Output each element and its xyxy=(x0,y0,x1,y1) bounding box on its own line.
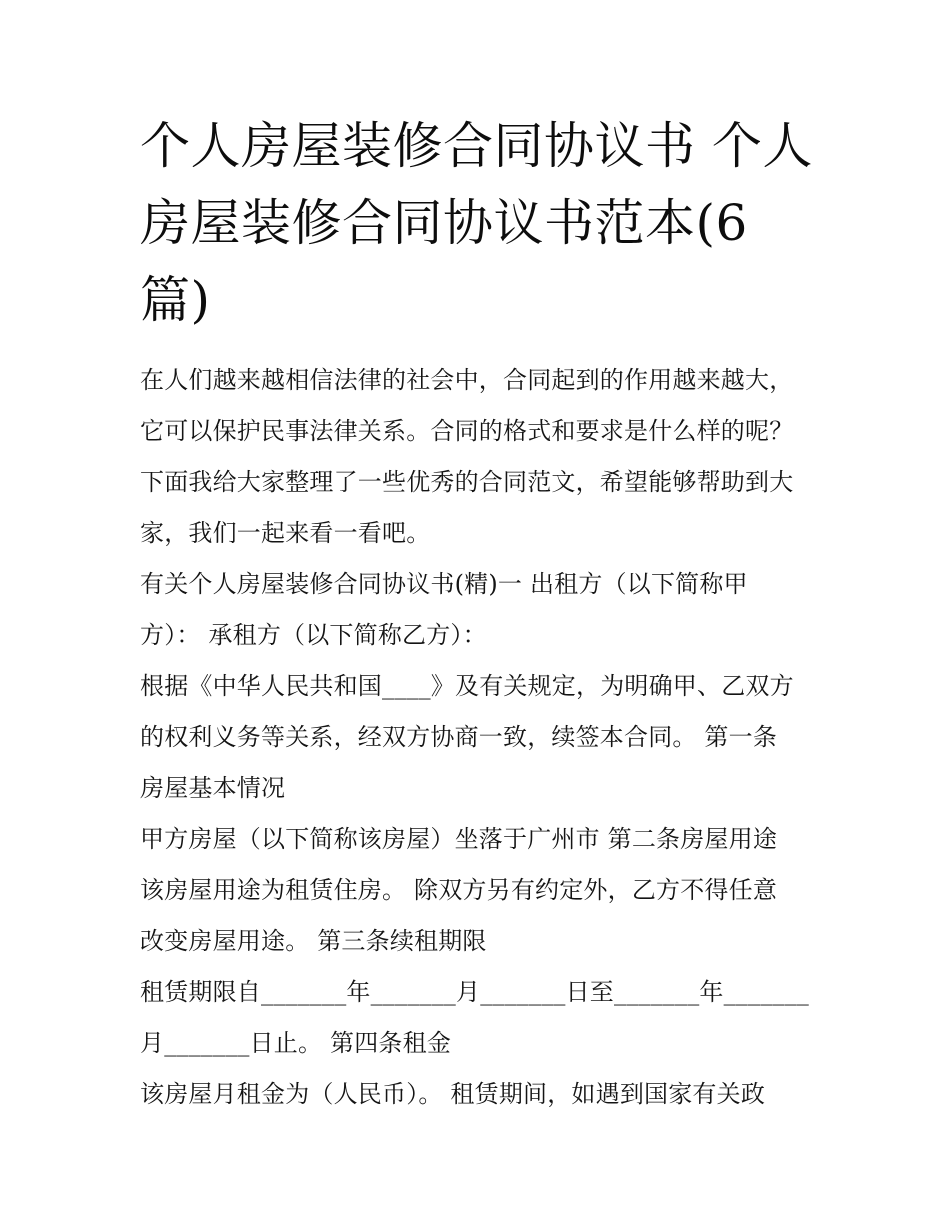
body-line: 房屋基本情况 xyxy=(140,774,286,802)
document-title xyxy=(140,108,820,339)
body-line: 该房屋用途为租赁住房。 除双方另有约定外，乙方不得任意 xyxy=(140,876,778,904)
document-body xyxy=(140,355,820,1120)
body-line: 甲方房屋（以下简称该房屋）坐落于广州市 第二条房屋用途 xyxy=(140,825,778,853)
body-line: 它可以保护民事法律关系。合同的格式和要求是什么样的呢？ xyxy=(140,417,794,445)
title-line: 房屋装修合同协议书范本(6 xyxy=(140,194,748,252)
body-line: 方）： 承租方（以下简称乙方）： xyxy=(140,621,487,649)
body-line: 租赁期限自_______年_______月_______日至_______年_______ xyxy=(140,978,809,1006)
body-line: 根据《中华人民共和国____》及有关规定，为明确甲、乙双方 xyxy=(140,672,794,700)
body-line: 月_______日止。 第四条租金 xyxy=(140,1029,452,1057)
body-line: 改变房屋用途。 第三条续租期限 xyxy=(140,927,487,955)
body-line: 下面我给大家整理了一些优秀的合同范文，希望能够帮助到大 xyxy=(140,468,794,496)
body-line: 在人们越来越相信法律的社会中，合同起到的作用越来越大， xyxy=(140,366,794,394)
body-line: 家，我们一起来看一看吧。 xyxy=(140,519,431,547)
body-line: 有关个人房屋装修合同协议书(精)一 出租方（以下简称甲 xyxy=(140,570,748,598)
title-line: 篇) xyxy=(140,271,211,329)
body-line: 该房屋月租金为（人民币）。 租赁期间，如遇到国家有关政 xyxy=(140,1080,766,1108)
title-line: 个人房屋装修合同协议书 个人 xyxy=(140,117,813,175)
body-line: 的权利义务等关系，经双方协商一致，续签本合同。 第一条 xyxy=(140,723,778,751)
